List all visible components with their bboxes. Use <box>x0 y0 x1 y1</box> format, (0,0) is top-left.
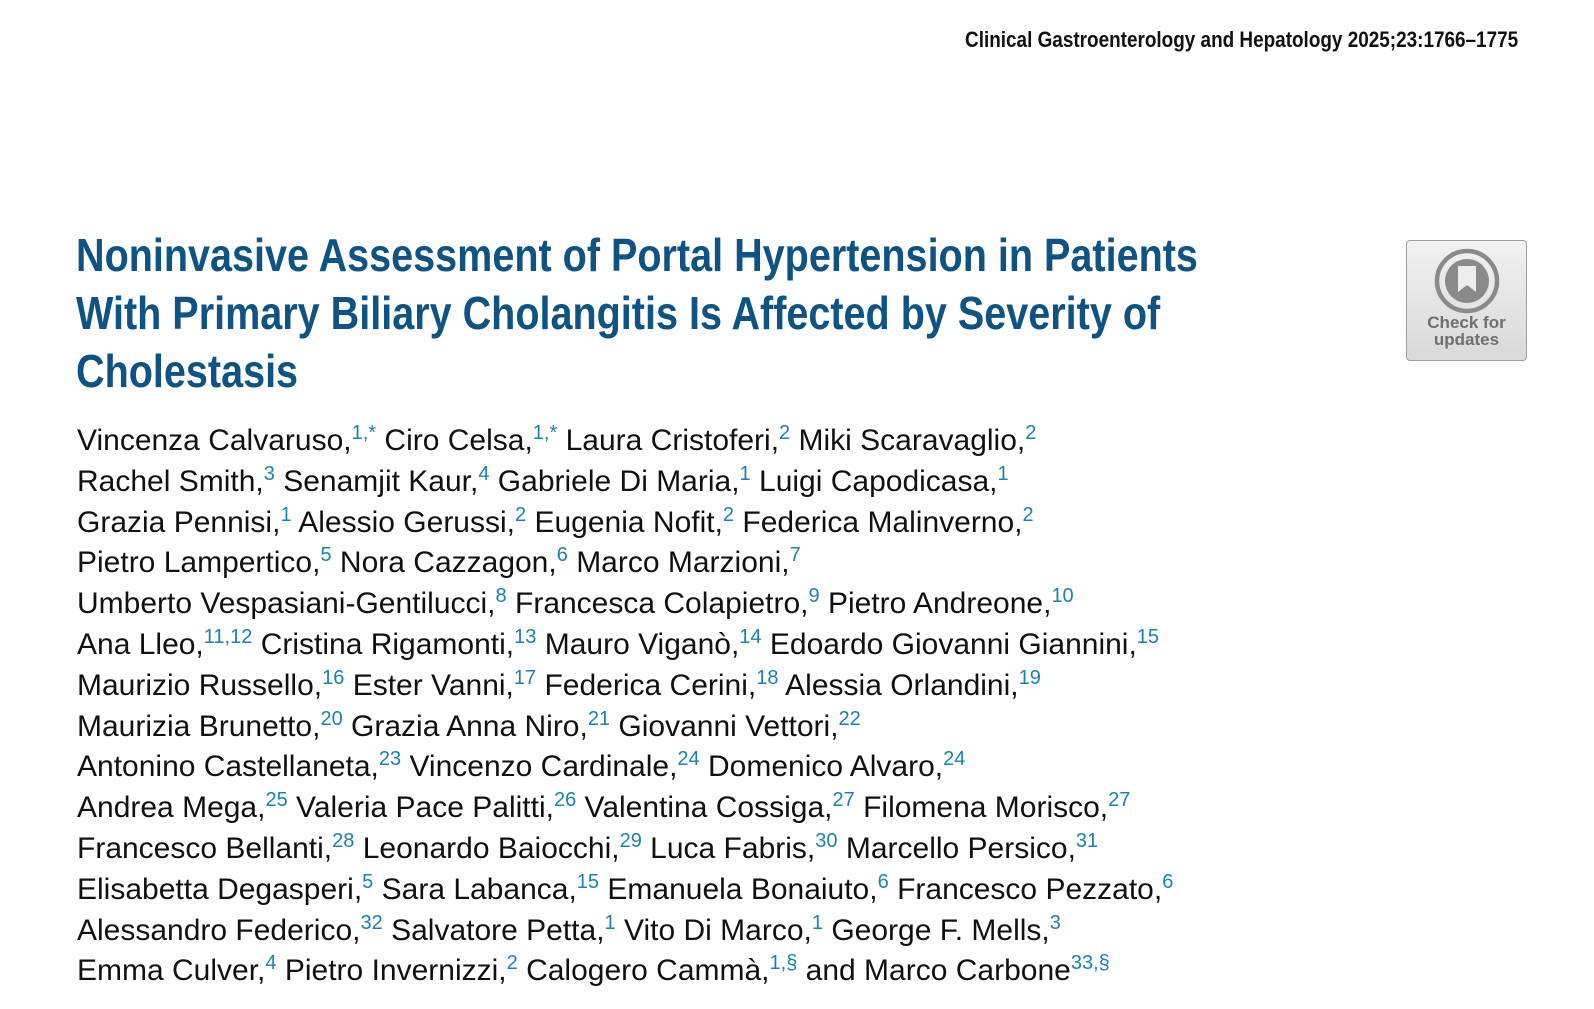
check-for-updates-label: Check for updates <box>1427 313 1506 349</box>
affiliation-superscript[interactable]: 5 <box>362 870 374 893</box>
author-list <box>77 421 1173 992</box>
author-name: Francesco Pezzato, <box>897 872 1163 906</box>
author-name: Mauro Viganò, <box>544 627 740 661</box>
author-line <box>77 503 1173 544</box>
journal-citation: Clinical Gastroenterology and Hepatology 2025;23:1766–1775 <box>964 27 1518 52</box>
affiliation-superscript[interactable]: 32 <box>360 911 383 934</box>
affiliation-superscript[interactable]: 3 <box>263 462 275 485</box>
check-for-updates-button[interactable] <box>1406 240 1527 361</box>
author-name: Senamjit Kaur, <box>283 464 479 498</box>
affiliation-superscript[interactable]: 20 <box>320 707 343 730</box>
author-name: Miki Scaravaglio, <box>798 424 1026 457</box>
author-name: Nora Cazzagon, <box>339 546 557 580</box>
affiliation-superscript[interactable]: 6 <box>556 544 568 567</box>
author-name: Alessandro Federico, <box>77 913 361 947</box>
author-name: Vincenza Calvaruso, <box>77 424 352 457</box>
affiliation-superscript[interactable]: 4 <box>478 462 490 485</box>
author-name: Maurizia Brunetto, <box>77 709 321 743</box>
affiliation-superscript[interactable]: 31 <box>1075 829 1099 852</box>
affiliation-superscript[interactable]: 1 <box>997 462 1009 485</box>
affiliation-superscript[interactable]: 2 <box>515 503 527 526</box>
author-line <box>77 707 1173 748</box>
affiliation-superscript[interactable]: 26 <box>553 789 577 812</box>
author-line <box>77 747 1173 788</box>
author-name: Luigi Capodicasa, <box>759 464 998 498</box>
author-name: Salvatore Petta, <box>391 913 605 947</box>
author-name: Emma Culver, <box>77 954 266 988</box>
affiliation-superscript[interactable]: 1 <box>604 911 616 934</box>
affiliation-superscript[interactable]: 2 <box>1022 503 1034 526</box>
title-line: Noninvasive Assessment of Portal Hypertension in Patients <box>76 229 1198 281</box>
author-name: Umberto Vespasiani-Gentilucci, <box>77 587 496 621</box>
affiliation-superscript[interactable]: 33,§ <box>1070 952 1110 975</box>
author-name: Calogero Cammà, <box>526 954 770 988</box>
author-name: and Marco Carbone <box>805 954 1071 988</box>
author-name: Edoardo Giovanni Giannini, <box>769 627 1137 661</box>
author-name: Antonino Castellaneta, <box>77 750 379 784</box>
author-line <box>77 951 1173 992</box>
author-name: Marcello Persico, <box>845 831 1076 865</box>
author-name: Leonardo Baiocchi, <box>362 831 620 865</box>
author-line <box>77 788 1173 829</box>
affiliation-superscript[interactable]: 1 <box>280 503 292 526</box>
author-name: Ana Lleo, <box>77 627 204 661</box>
author-name: Luca Fabris, <box>650 831 816 865</box>
affiliation-superscript[interactable]: 13 <box>514 625 537 648</box>
affiliation-superscript[interactable]: 11,12 <box>203 625 253 648</box>
author-name: Pietro Andreone, <box>827 587 1052 621</box>
author-line <box>77 829 1173 870</box>
affiliation-superscript[interactable]: 14 <box>739 625 762 648</box>
affiliation-superscript[interactable]: 3 <box>1049 911 1061 934</box>
affiliation-superscript[interactable]: 18 <box>756 666 779 689</box>
affiliation-superscript[interactable]: 28 <box>332 829 355 852</box>
affiliation-superscript[interactable]: 24 <box>677 748 700 771</box>
author-name: Filomena Morisco, <box>863 791 1109 825</box>
crossmark-icon <box>1434 248 1500 314</box>
author-line <box>77 462 1173 503</box>
affiliation-superscript[interactable]: 21 <box>587 707 611 730</box>
affiliation-superscript[interactable]: 27 <box>1108 789 1131 812</box>
affiliation-superscript[interactable]: 8 <box>495 585 507 608</box>
author-name: Cristina Rigamonti, <box>260 627 515 661</box>
author-name: Alessia Orlandini, <box>785 668 1019 702</box>
affiliation-superscript[interactable]: 10 <box>1051 585 1074 608</box>
affiliation-superscript[interactable]: 15 <box>576 870 600 893</box>
author-line <box>77 666 1173 707</box>
author-name: Maurizio Russello, <box>77 668 323 702</box>
author-name: Vincenzo Cardinale, <box>409 750 678 784</box>
author-name: Ciro Celsa, <box>384 424 533 457</box>
author-name: Andrea Mega, <box>77 791 266 825</box>
author-name: Vito Di Marco, <box>624 913 812 947</box>
author-name: Gabriele Di Maria, <box>497 464 740 498</box>
author-name: George F. Mells, <box>831 913 1050 947</box>
author-name: Pietro Invernizzi, <box>284 954 507 988</box>
affiliation-superscript[interactable]: 1,§ <box>769 952 798 975</box>
affiliation-superscript[interactable]: 6 <box>1162 870 1174 893</box>
affiliation-superscript[interactable]: 6 <box>877 870 889 893</box>
author-name: Federica Malinverno, <box>742 505 1023 539</box>
affiliation-superscript[interactable]: 29 <box>619 829 642 852</box>
author-line <box>77 870 1173 911</box>
affiliation-superscript[interactable]: 16 <box>322 666 345 689</box>
author-line <box>77 543 1173 584</box>
author-name: Eugenia Nofit, <box>534 505 723 539</box>
author-name: Pietro Lampertico, <box>77 546 321 580</box>
author-name: Domenico Alvaro, <box>708 750 944 784</box>
affiliation-superscript[interactable]: 7 <box>789 544 801 567</box>
author-line <box>77 625 1173 666</box>
author-line <box>77 584 1173 625</box>
author-name: Giovanni Vettori, <box>618 709 839 743</box>
author-line <box>77 911 1173 952</box>
author-line <box>77 421 1173 462</box>
affiliation-superscript[interactable]: 17 <box>513 666 537 689</box>
affiliation-superscript[interactable]: 1,* <box>351 422 377 444</box>
affiliation-superscript[interactable]: 22 <box>838 707 861 730</box>
author-name: Laura Cristoferi, <box>565 424 780 457</box>
title-line: Cholestasis <box>76 345 299 397</box>
author-name: Marco Marzioni, <box>576 546 790 580</box>
author-name: Francesco Bellanti, <box>77 831 333 865</box>
affiliation-superscript[interactable]: 1,* <box>532 422 558 444</box>
author-name: Federica Cerini, <box>544 668 757 702</box>
author-name: Alessio Gerussi, <box>298 505 515 539</box>
affiliation-superscript[interactable]: 25 <box>265 789 288 812</box>
affiliation-superscript[interactable]: 4 <box>265 952 277 975</box>
author-name: Ester Vanni, <box>352 668 514 702</box>
author-name: Rachel Smith, <box>77 464 264 498</box>
affiliation-superscript[interactable]: 2 <box>779 422 791 444</box>
affiliation-superscript[interactable]: 2 <box>1025 422 1037 444</box>
affiliation-superscript[interactable]: 2 <box>722 503 735 526</box>
affiliation-superscript[interactable]: 2 <box>506 952 518 975</box>
author-name: Grazia Pennisi, <box>77 505 281 539</box>
author-name: Elisabetta Degasperi, <box>77 872 363 906</box>
author-name: Emanuela Bonaiuto, <box>607 872 878 906</box>
affiliation-superscript[interactable]: 9 <box>808 585 820 608</box>
title-line: With Primary Biliary Cholangitis Is Affected by Severity of <box>76 287 1161 339</box>
affiliation-superscript[interactable]: 23 <box>378 748 402 771</box>
article-title <box>76 226 1198 400</box>
affiliation-superscript[interactable]: 15 <box>1136 625 1160 648</box>
affiliation-superscript[interactable]: 30 <box>815 829 838 852</box>
author-name: Valentina Cossiga, <box>584 791 833 825</box>
author-name: Valeria Pace Palitti, <box>296 791 554 825</box>
author-name: Grazia Anna Niro, <box>351 709 588 743</box>
author-name: Francesca Colapietro, <box>515 587 809 621</box>
affiliation-superscript[interactable]: 27 <box>832 789 855 812</box>
affiliation-superscript[interactable]: 24 <box>943 748 966 771</box>
author-name: Sara Labanca, <box>381 872 577 906</box>
affiliation-superscript[interactable]: 5 <box>320 544 332 567</box>
affiliation-superscript[interactable]: 1 <box>739 462 751 485</box>
affiliation-superscript[interactable]: 1 <box>811 911 823 934</box>
affiliation-superscript[interactable]: 19 <box>1018 666 1041 689</box>
